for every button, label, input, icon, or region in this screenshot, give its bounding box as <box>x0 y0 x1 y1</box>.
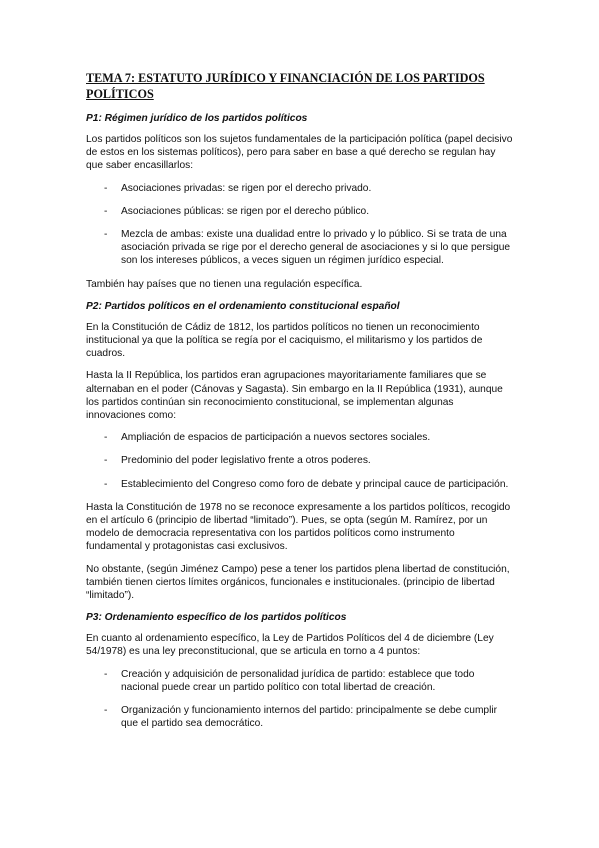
list-item <box>86 668 513 694</box>
list-item <box>86 454 513 467</box>
paragraph: También hay países que no tienen una regulación específica. <box>86 278 363 290</box>
list-item <box>86 228 513 268</box>
paragraph: Hasta la Constitución de 1978 no se reconoce expresamente a los partidos políticos, recogido en el artículo 6 (principio de libertad “limitado”). Pues, se opta (según M. Ramírez, por un modelo de democracia representativa con los partidos políticos como instrumento fundamental y protagonistas casi exclusivos. <box>86 501 511 553</box>
section-heading-p2: P2: Partidos políticos en el ordenamiento constitucional español <box>86 300 400 312</box>
list-item-text: Creación y adquisición de personalidad jurídica de partido: establece que todo nacional puede crear un partido político con total libertad de creación. <box>121 668 475 693</box>
list-item <box>86 205 513 218</box>
bullet-list <box>86 668 513 731</box>
list-item <box>86 478 513 491</box>
dash-marker: - <box>104 668 108 680</box>
paragraph: No obstante, (según Jiménez Campo) pese a tener los partidos plena libertad de constitución, también tienen ciertos límites orgánicos, funcionales e institucionales. (principio de libertad “limitado”). <box>86 563 510 602</box>
list-item <box>86 431 513 444</box>
dash-marker: - <box>104 705 108 717</box>
paragraph: En cuanto al ordenamiento específico, la Ley de Partidos Políticos del 4 de diciembre (Ley 54/1978) es una ley preconstitucional, que se articula en torno a 4 puntos: <box>86 633 494 658</box>
section-heading-p3: P3: Ordenamiento específico de los partidos políticos <box>86 612 347 624</box>
list-item <box>86 182 513 195</box>
dash-marker: - <box>104 432 108 444</box>
dash-marker: - <box>104 182 108 194</box>
bullet-list <box>86 431 513 491</box>
list-item <box>86 704 513 730</box>
dash-marker: - <box>104 455 108 467</box>
paragraph: En la Constitución de Cádiz de 1812, los partidos políticos no tienen un reconocimiento institucional ya que la política se regía por el caciquismo, el militarismo y los partidos de cuadros. <box>86 321 483 360</box>
dash-marker: - <box>104 205 108 217</box>
document-title: TEMA 7: ESTATUTO JURÍDICO Y FINANCIACIÓN DE LOS PARTIDOS POLÍTICOS <box>86 71 485 101</box>
list-item-text: Establecimiento del Congreso como foro de debate y principal cauce de participación. <box>121 478 509 490</box>
list-item-text: Organización y funcionamiento internos del partido: principalmente se debe cumplir que el partido sea democrático. <box>121 705 498 730</box>
dash-marker: - <box>104 229 108 241</box>
paragraph: Los partidos políticos son los sujetos fundamentales de la participación política (papel decisivo de estos en los sistemas políticos), pero para saber en base a qué derecho se regulan hay que saber encasillarlos: <box>86 134 513 172</box>
section-heading-p1: P1: Régimen jurídico de los partidos políticos <box>86 113 308 124</box>
paragraph: Hasta la II República, los partidos eran agrupaciones mayoritariamente familiares que se alternaban en el poder (Cánovas y Sagasta). Sin embargo en la II República (1931), aunque los partidos continúan sin reconocimiento constitucional, se implementan algunas innovaciones como: <box>86 370 503 422</box>
list-item-text: Asociaciones privadas: se rigen por el derecho privado. <box>121 182 372 194</box>
list-item-text: Predominio del poder legislativo frente a otros poderes. <box>121 455 371 467</box>
bullet-list <box>86 182 513 268</box>
list-item-text: Asociaciones públicas: se rigen por el derecho público. <box>121 205 370 217</box>
list-item-text: Ampliación de espacios de participación a nuevos sectores sociales. <box>121 432 431 444</box>
list-item-text: Mezcla de ambas: existe una dualidad entre lo privado y lo público. Si se trata de una asociación privada se rige por el derecho general de asociaciones y si lo que persigue son los intereses públicos, a veces siguen un régimen jurídico especial. <box>121 229 511 267</box>
dash-marker: - <box>104 478 108 490</box>
